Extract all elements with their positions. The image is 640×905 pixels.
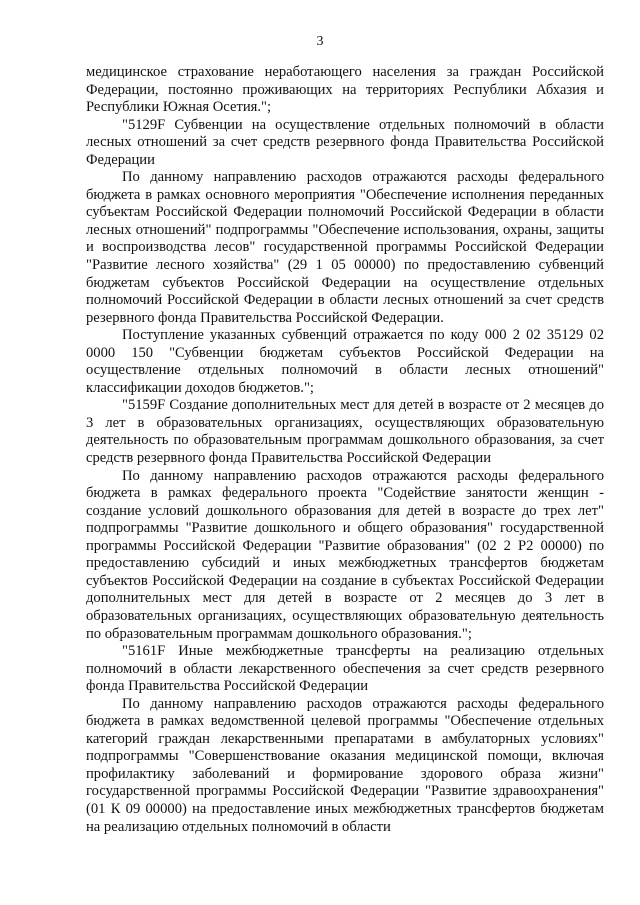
paragraph-section-5129f-description: По данному направлению расходов отражаются расходы федерального бюджета в рамках основного мероприятия "Обеспечение исполнения переданных субъектам Российской Федерации полномочий Российской Федерации в области лесных отношений" подпрограммы "Обеспечение использования, охраны, защиты и воспроизводства лесов" государственной программы Российской Федерации "Развитие лесного хозяйства" (29 1 05 00000) по предоставлению субвенций бюджетам субъектов Российской Федерации на осуществление отдельных полномочий Российской Федерации в области лесных отношений за счет средств резервного фонда Правительства Российской Федерации. xyxy=(86,169,604,326)
paragraph-section-5159f-heading: "5159F Создание дополнительных мест для детей в возрасте от 2 месяцев до 3 лет в образовательных организациях, осуществляющих образовательную деятельность по образовательным программам дошкольного образования, за счет средств резервного фонда Правительства Российской Федерации xyxy=(86,397,604,467)
paragraph-section-5161f-description: По данному направлению расходов отражаются расходы федерального бюджета в рамках ведомственной целевой программы "Обеспечение отдельных категорий граждан лекарственными препаратами в амбулаторных условиях" подпрограммы "Совершенствование оказания медицинской помощи, включая профилактику заболеваний и формирование здорового образа жизни" государственной программы Российской Федерации "Развитие здравоохранения" (01 К 09 00000) на предоставление иных межбюджетных трансфертов бюджетам на реализацию отдельных полномочий в области xyxy=(86,695,604,835)
paragraph-continuation: медицинское страхование неработающего населения за граждан Российской Федерации, постоянно проживающих на территориях Республики Абхазия и Республики Южная Осетия."; xyxy=(86,64,604,116)
document-body xyxy=(86,64,604,836)
paragraph-section-5129f-heading: "5129F Субвенции на осуществление отдельных полномочий в области лесных отношений за счет средств резервного фонда Правительства Российской Федерации xyxy=(86,116,604,168)
paragraph-section-5159f-description: По данному направлению расходов отражаются расходы федерального бюджета в рамках федерального проекта "Содействие занятости женщин - создание условий дошкольного образования для детей в возрасте до трех лет" подпрограммы "Развитие дошкольного и общего образования" государственной программы Российской Федерации "Развитие образования" (02 2 P2 00000) по предоставлению субсидий и иных межбюджетных трансфертов бюджетам субъектов Российской Федерации на создание в субъектах Российской Федерации дополнительных мест для детей в возрасте от 2 месяцев до 3 лет в образовательных организациях, осуществляющих образовательную деятельность по образовательным программам дошкольного образования."; xyxy=(86,467,604,642)
paragraph-section-5129f-revenue-code: Поступление указанных субвенций отражается по коду 000 2 02 35129 02 0000 150 "Субвенции бюджетам субъектов Российской Федерации на осуществление отдельных полномочий в области лесных отношений" классификации доходов бюджетов."; xyxy=(86,327,604,396)
page-number: 3 xyxy=(316,34,324,49)
paragraph-section-5161f-heading: "5161F Иные межбюджетные трансферты на реализацию отдельных полномочий в области лекарственного обеспечения за счет средств резервного фонда Правительства Российской Федерации xyxy=(86,643,604,695)
